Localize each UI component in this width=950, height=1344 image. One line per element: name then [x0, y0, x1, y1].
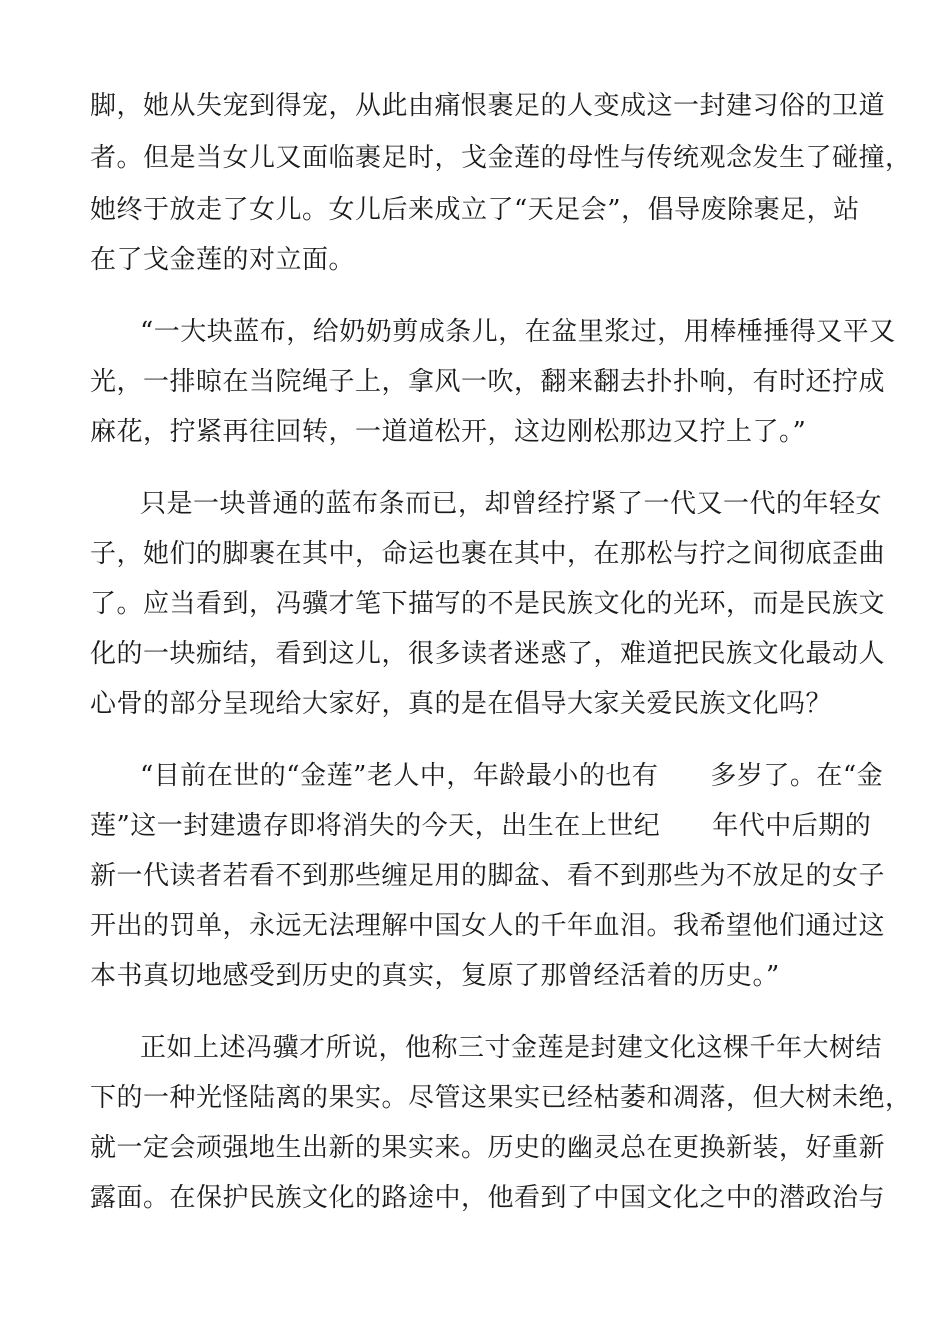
- paragraph-4-line-2-part-b: 年代中后期的: [712, 811, 872, 841]
- paragraph-5-line-4: 露面。在保护民族文化的路途中，他看到了中国文化之中的潜政治与: [90, 1183, 886, 1213]
- paragraph-2-line-2: 光，一排晾在当院绳子上，拿风一吹，翻来翻去扑扑响，有时还拧成: [90, 367, 886, 397]
- paragraph-3-line-1: 只是一块普通的蓝布条而已，却曾经拧紧了一代又一代的年轻女: [140, 489, 883, 519]
- paragraph-1-line-2: 者。但是当女儿又面临裹足时，戈金莲的母性与传统观念发生了碰撞，: [90, 143, 912, 173]
- paragraph-1-line-4: 在了戈金莲的对立面。: [90, 245, 356, 275]
- paragraph-5-line-3: 就一定会顽强地生出新的果实来。历史的幽灵总在更换新装，好重新: [90, 1133, 886, 1163]
- paragraph-2-line-1: “一大块蓝布，给奶奶剪成条儿，在盆里浆过，用棒棰捶得又平又: [140, 317, 896, 347]
- paragraph-4-line-3: 新一代读者若看不到那些缠足用的脚盆、看不到那些为不放足的女子: [90, 861, 886, 891]
- paragraph-4-line-1: [140, 756, 884, 796]
- paragraph-4-line-2: [90, 806, 872, 846]
- paragraph-4-line-5: 本书真切地感受到历史的真实，复原了那曾经活着的历史。”: [90, 961, 780, 991]
- paragraph-3-line-2: 子，她们的脚裹在其中，命运也裹在其中，在那松与拧之间彻底歪曲: [90, 539, 886, 569]
- paragraph-4-line-1-part-a: “目前在世的“金莲”老人中，年龄最小的也有: [140, 761, 659, 791]
- paragraph-5-line-2: 下的一种光怪陆离的果实。尽管这果实已经枯萎和凋落，但大树未绝，: [90, 1083, 912, 1113]
- paragraph-4-line-4: 开出的罚单，永远无法理解中国女人的千年血泪。我希望他们通过这: [90, 911, 886, 941]
- paragraph-4-line-1-part-b: 多岁了。在“金: [710, 761, 884, 791]
- paragraph-3-line-4: 化的一块痂结，看到这儿，很多读者迷惑了，难道把民族文化最动人: [90, 639, 886, 669]
- paragraph-4-line-2-part-a: 莲”这一封建遗存即将消失的今天，出生在上世纪: [90, 811, 661, 841]
- paragraph-3-line-5: 心骨的部分呈现给大家好，真的是在倡导大家关爱民族文化吗？: [90, 689, 833, 719]
- paragraph-3-line-3: 了。应当看到，冯骥才笔下描写的不是民族文化的光环，而是民族文: [90, 589, 886, 619]
- paragraph-1-line-1: 脚，她从失宠到得宠，从此由痛恨裹足的人变成这一封建习俗的卫道: [90, 91, 886, 121]
- paragraph-1-line-3: 她终于放走了女儿。女儿后来成立了“天足会”，倡导废除裹足，站: [90, 195, 860, 225]
- paragraph-2-line-3: 麻花，拧紧再往回转，一道道松开，这边刚松那边又拧上了。”: [90, 417, 807, 447]
- paragraph-5-line-1: 正如上述冯骥才所说，他称三寸金莲是封建文化这棵千年大树结: [140, 1033, 883, 1063]
